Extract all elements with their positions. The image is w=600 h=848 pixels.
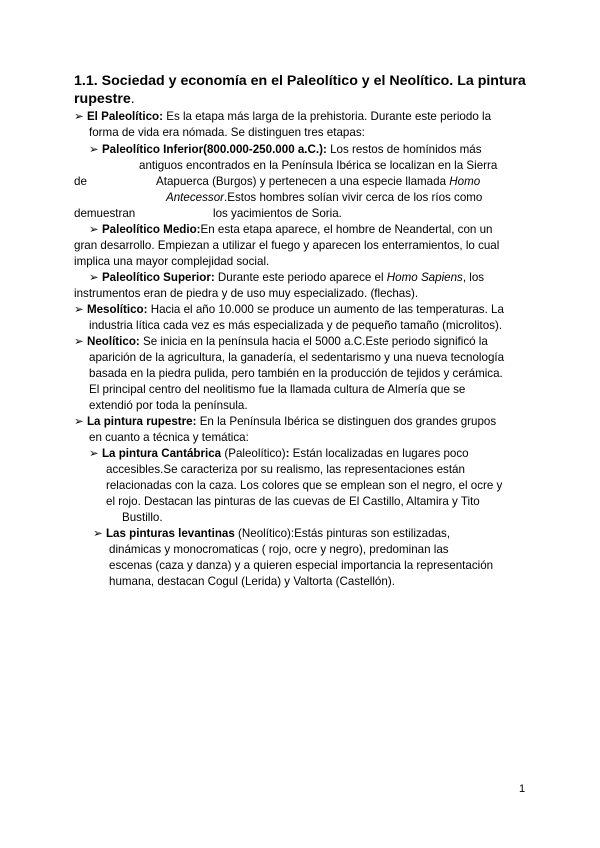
pintura-line-1 — [74, 414, 496, 429]
inferior-line-4 — [166, 190, 482, 205]
superior-line-2: instrumentos eran de piedra y de uso muy especializado. (flechas). — [74, 287, 419, 300]
levantinas-text: (Neolítico):Estás pinturas son estilizadas, — [234, 527, 451, 540]
cantabrica-line-1 — [89, 446, 469, 461]
inferior-text: Los restos de homínidos más — [326, 143, 482, 156]
paleolitico-text: Es la etapa más larga de la prehistoria. Durante este periodo la — [162, 110, 492, 123]
inferior-text-4: .Estos hombres solían vivir cerca de los ríos como — [224, 191, 483, 204]
title-line-2: rupestre — [74, 91, 131, 107]
inferior-text-3: Atapuerca (Burgos) y pertenecen a una especie llamada — [156, 175, 450, 188]
arrow-bullet-icon: ➢ — [74, 335, 84, 348]
title-line-1: 1.1. Sociedad y economía en el Paleolítico y el Neolítico. La pintura — [74, 73, 526, 89]
cantabrica-line-3: relacionadas con la caza. Los colores que se emplean son el negro, el ocre y — [106, 479, 503, 492]
superior-line-1 — [89, 270, 484, 285]
cantabrica-line-2: accesibles.Se caracteriza por su realismo, las representaciones están — [106, 463, 465, 476]
superior-text: Durante este periodo aparece el — [214, 271, 387, 284]
cantabrica-period: (Paleolítico) — [221, 447, 286, 460]
arrow-bullet-icon: ➢ — [89, 447, 99, 460]
neolitico-line-4: El principal centro del neolitismo fue la llamada cultura de Almería que se — [89, 383, 466, 396]
medio-text: En esta etapa aparece, el hombre de Neandertal, con un — [200, 223, 493, 236]
cantabrica-line-4: el rojo. Destacan las pinturas de las cuevas de El Castillo, Altamira y Tito — [106, 495, 480, 508]
levantinas-line-1 — [93, 526, 450, 541]
inferior-line-2: antiguos encontrados en la Península Ibérica se localizan en la Sierra — [139, 159, 498, 172]
medio-line-2: gran desarrollo. Empiezan a utilizar el fuego y aparecen los enterramientos, lo cual — [74, 239, 500, 252]
superior-text-end: , los — [462, 271, 485, 284]
section-title — [74, 72, 544, 108]
arrow-bullet-icon: ➢ — [74, 415, 84, 428]
levantinas-line-4: humana, destacan Cogul (Lerida) y Valtorta (Castellón). — [109, 575, 395, 588]
inferior-line-5b: los yacimientos de Soria. — [213, 207, 342, 220]
medio-line-3: implica una mayor complejidad social. — [74, 255, 270, 268]
pintura-heading: La pintura rupestre: — [86, 415, 197, 428]
arrow-bullet-icon: ➢ — [89, 223, 99, 236]
neolitico-heading: Neolítico: — [86, 335, 140, 348]
neolitico-line-3: basada en la piedra pulida, pero también en la producción de tejidos y cerámica. — [89, 367, 503, 380]
cantabrica-heading: La pintura Cantábrica — [101, 447, 222, 460]
paleolitico-line-2: forma de vida era nómada. Se distinguen tres etapas: — [89, 126, 365, 139]
homo-sapiens-term: Homo Sapiens — [386, 271, 463, 284]
levantinas-line-3: escenas (caza y danza) y a quieren especial importancia la representación — [109, 559, 494, 572]
pintura-line-2: en cuanto a técnica y temática: — [89, 431, 249, 444]
mesolitico-heading: Mesolítico: — [86, 303, 148, 316]
levantinas-heading: Las pinturas levantinas — [105, 527, 235, 540]
superior-heading: Paleolítico Superior: — [101, 271, 215, 284]
homo-term: Homo — [449, 175, 481, 188]
inferior-line-1 — [89, 142, 482, 157]
mesolitico-text: Hacia el año 10.000 se produce un aumento de las temperaturas. La — [147, 303, 504, 316]
inferior-line-3b — [156, 174, 480, 189]
cantabrica-text: Están localizadas en lugares poco — [289, 447, 469, 460]
inferior-heading: Paleolítico Inferior(800.000-250.000 a.C.): — [101, 143, 327, 156]
medio-heading: Paleolítico Medio: — [101, 223, 201, 236]
neolitico-line-2: aparición de la agricultura, la ganadería, el sedentarismo y una nueva tecnología — [89, 351, 505, 364]
neolitico-text: Se inicia en la península hacia el 5000 a.C.Este periodo significó la — [139, 335, 488, 348]
pintura-text: En la Península Ibérica se distinguen dos grandes grupos — [196, 415, 497, 428]
medio-line-1 — [89, 222, 493, 237]
mesolitico-line-2: industria lítica cada vez es más especializada y de pequeño tamaño (microlitos). — [89, 319, 503, 332]
neolitico-line-5: extendió por toda la península. — [89, 399, 248, 412]
arrow-bullet-icon: ➢ — [89, 271, 99, 284]
paleolitico-heading: El Paleolítico: — [86, 110, 163, 123]
antecessor-term: Antecessor — [166, 191, 224, 204]
page-number: 1 — [519, 783, 526, 795]
neolitico-line-1 — [74, 334, 488, 349]
arrow-bullet-icon: ➢ — [89, 143, 99, 156]
mesolitico-line-1 — [74, 302, 504, 317]
inferior-line-5a: demuestran — [74, 207, 136, 220]
paleolitico-line-1 — [74, 109, 491, 124]
cantabrica-colon: : — [285, 447, 290, 460]
inferior-line-3a: de — [74, 175, 87, 188]
arrow-bullet-icon: ➢ — [93, 527, 103, 540]
levantinas-line-2: dinámicas y monocromaticas ( rojo, ocre y negro), predominan las — [109, 543, 449, 556]
cantabrica-line-5: Bustillo. — [122, 511, 163, 524]
title-period: . — [130, 91, 135, 107]
arrow-bullet-icon: ➢ — [74, 110, 84, 123]
arrow-bullet-icon: ➢ — [74, 303, 84, 316]
